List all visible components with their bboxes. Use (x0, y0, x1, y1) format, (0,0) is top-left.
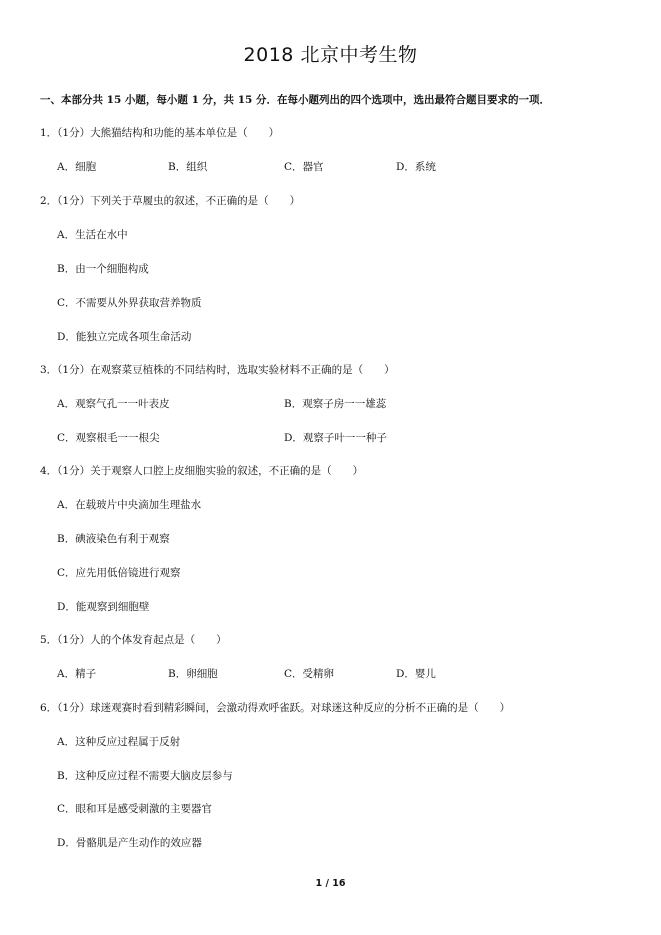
q1-option-c: C．器官 (284, 161, 324, 173)
q4-option-a: A．在载玻片中央滴加生理盐水 (57, 499, 202, 511)
q5-option-b: B．卵细胞 (168, 668, 218, 680)
q2-option-c: C．不需要从外界获取营养物质 (57, 297, 202, 309)
q4-option-b: B．碘液染色有利于观察 (57, 533, 170, 545)
q6-option-b: B．这种反应过程不需要大脑皮层参与 (57, 770, 233, 782)
question-3: 3．（1分）在观察菜豆植株的不同结构时，选取实验材料不正确的是（ ） (40, 364, 395, 376)
q5-option-c: C．受精卵 (284, 668, 335, 680)
q1-option-a: A．细胞 (57, 161, 97, 173)
q2-option-d: D．能独立完成各项生命活动 (57, 331, 192, 343)
q1-option-b: B．组织 (168, 161, 208, 173)
q6-option-d: D．骨骼肌是产生动作的效应器 (57, 837, 202, 849)
q4-option-c: C．应先用低倍镜进行观察 (57, 567, 181, 579)
q3-option-c: C．观察根毛一一根尖 (57, 432, 160, 444)
question-2: 2．（1分）下列关于草履虫的叙述，不正确的是（ ） (40, 195, 301, 207)
q2-option-a: A．生活在水中 (57, 229, 128, 241)
q6-option-a: A．这种反应过程属于反射 (57, 736, 181, 748)
q3-option-a: A．观察气孔一一叶表皮 (57, 398, 170, 410)
q6-option-c: C．眼和耳是感受刺激的主要器官 (57, 803, 213, 815)
q3-option-d: D．观察子叶一一种子 (284, 432, 387, 444)
q5-option-d: D．婴儿 (396, 668, 436, 680)
q4-option-d: D．能观察到细胞壁 (57, 601, 150, 613)
document-title: 2018 北京中考生物 (243, 44, 418, 66)
section-heading: 一、本部分共 15 小题，每小题 1 分，共 15 分．在每小题列出的四个选项中，选出最符合题目要求的一项． (40, 94, 550, 106)
q3-option-b: B．观察子房一一雄蕊 (284, 398, 387, 410)
q2-option-b: B．由一个细胞构成 (57, 263, 149, 275)
question-4: 4．（1分）关于观察人口腔上皮细胞实验的叙述，不正确的是（ ） (40, 465, 364, 477)
q1-option-d: D．系统 (396, 161, 436, 173)
question-6: 6．（1分）球迷观赛时看到精彩瞬间，会激动得欢呼雀跃。对球迷这种反应的分析不正确的是（ ） (40, 702, 511, 714)
q5-option-a: A．精子 (57, 668, 97, 680)
question-5: 5．（1分）人的个体发育起点是（ ） (40, 634, 227, 646)
page-number: 1 / 16 (315, 878, 346, 889)
question-1: 1．（1分）大熊猫结构和功能的基本单位是（ ） (40, 127, 280, 139)
